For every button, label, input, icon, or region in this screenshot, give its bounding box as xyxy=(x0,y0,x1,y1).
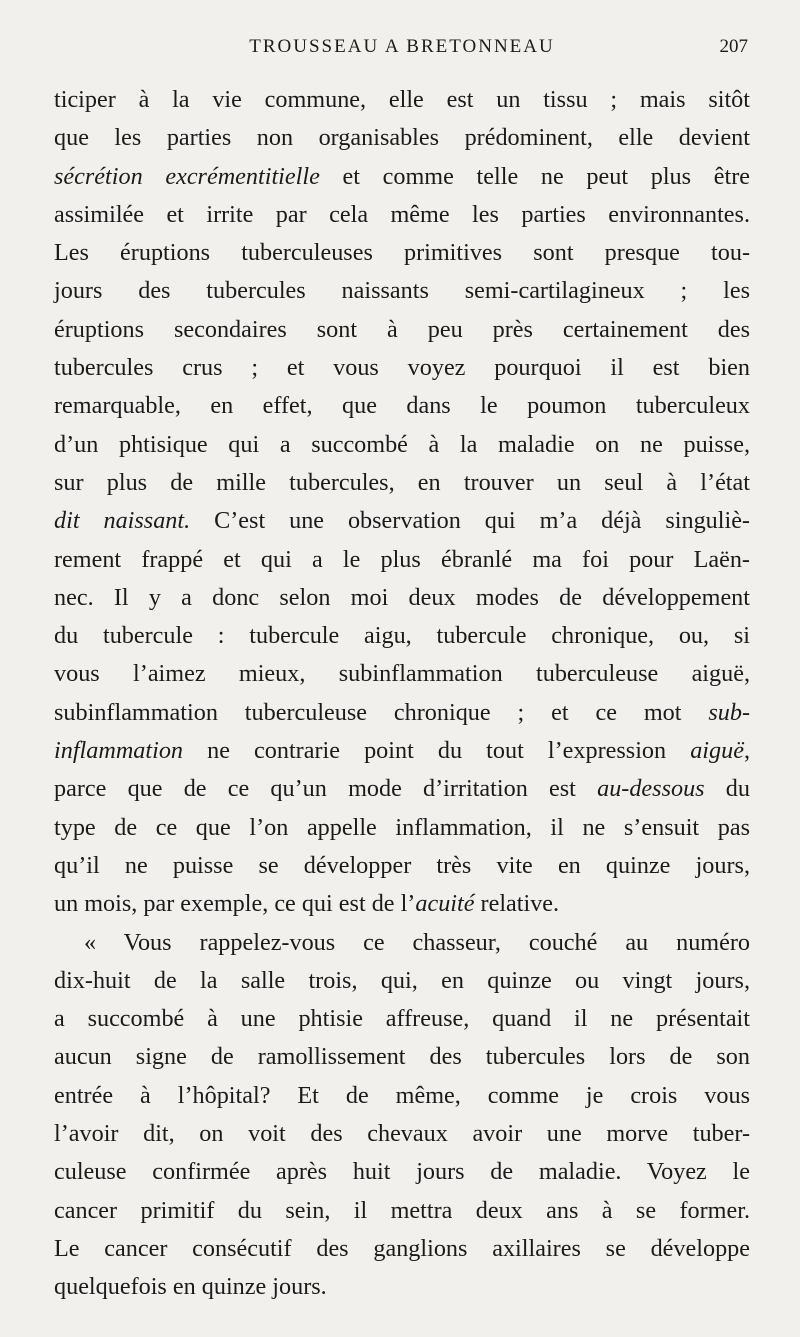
text-line xyxy=(54,1268,750,1306)
text-line xyxy=(54,541,750,579)
text-segment: qu’il ne puisse se développer très vite en quinze jours, xyxy=(54,851,750,879)
text-line xyxy=(54,311,750,349)
text-line xyxy=(54,924,750,962)
text-line xyxy=(54,770,750,808)
page-header xyxy=(54,33,750,63)
text-line xyxy=(54,885,750,923)
text-segment: rement frappé et qui a le plus ébranlé ma foi pour Laën- xyxy=(54,545,750,573)
text-segment: aucun signe de ramollissement des tubercules lors de son xyxy=(54,1043,750,1071)
text-line xyxy=(54,196,750,234)
text-line xyxy=(54,809,750,847)
text-line xyxy=(54,655,750,693)
text-segment: un mois, par exemple, ce qui est de l’ xyxy=(54,890,416,918)
text-segment: vous l’aimez mieux, subinflammation tuberculeuse aiguë, xyxy=(54,660,750,688)
text-segment: dix-huit de la salle trois, qui, en quinze ou vingt jours, xyxy=(54,966,750,994)
italic-text: aiguë xyxy=(690,737,744,765)
text-segment: , xyxy=(743,737,750,765)
text-segment: entrée à l’hôpital? Et de même, comme je crois vous xyxy=(54,1081,750,1109)
text-segment: que les parties non organisables prédominent, elle devient xyxy=(54,124,750,152)
text-line xyxy=(54,694,750,732)
text-segment: tubercules crus ; et vous voyez pourquoi il est bien xyxy=(54,354,750,382)
italic-text: acuité xyxy=(415,890,475,918)
text-line xyxy=(54,1153,750,1191)
text-line xyxy=(54,158,750,196)
text-line xyxy=(54,962,750,1000)
text-line xyxy=(54,732,750,770)
text-segment: éruptions secondaires sont à peu près certainement des xyxy=(54,315,750,343)
italic-text: au-dessous xyxy=(597,775,705,803)
text-segment: l’avoir dit, on voit des chevaux avoir une morve tuber- xyxy=(54,1120,750,1148)
text-segment: d’un phtisique qui a succombé à la maladie on ne puisse, xyxy=(54,430,750,458)
text-segment: ne contrarie point du tout l’expression xyxy=(183,737,691,765)
text-line xyxy=(54,1230,750,1268)
text-line xyxy=(54,426,750,464)
text-segment: du tubercule : tubercule aigu, tubercule chronique, ou, si xyxy=(54,622,750,650)
text-segment: assimilée et irrite par cela même les parties environnantes. xyxy=(54,200,750,228)
text-segment: culeuse confirmée après huit jours de maladie. Voyez le xyxy=(54,1158,750,1186)
text-segment: Les éruptions tuberculeuses primitives sont presque tou- xyxy=(54,239,750,267)
text-segment: remarquable, en effet, que dans le poumon tuberculeux xyxy=(54,392,750,420)
text-segment: relative. xyxy=(474,890,560,918)
italic-text: dit naissant. xyxy=(54,507,191,535)
text-segment: « Vous rappelez-vous ce chasseur, couché au numéro xyxy=(84,928,750,956)
italic-text: sécrétion excrémentitielle xyxy=(54,162,320,190)
running-title: TROUSSEAU A BRETONNEAU xyxy=(249,36,555,57)
text-segment: nec. Il y a donc selon moi deux modes de développement xyxy=(54,583,750,611)
text-segment: Le cancer consécutif des ganglions axillaires se développe xyxy=(54,1234,750,1262)
text-segment: parce que de ce qu’un mode d’irritation est xyxy=(54,775,598,803)
text-line xyxy=(54,349,750,387)
text-segment: quelquefois en quinze jours. xyxy=(54,1273,327,1301)
page-number: 207 xyxy=(719,36,748,57)
text-segment: ticiper à la vie commune, elle est un tissu ; mais sitôt xyxy=(54,86,750,113)
text-segment: jours des tubercules naissants semi-cartilagineux ; les xyxy=(54,277,750,305)
text-line xyxy=(54,1038,750,1076)
italic-text: inflammation xyxy=(54,737,184,765)
text-segment: subinflammation tuberculeuse chronique ; et ce mot xyxy=(54,698,709,726)
text-segment: C’est une observation qui m’a déjà singuliè- xyxy=(190,507,750,535)
text-line xyxy=(54,1192,750,1230)
text-segment: et comme telle ne peut plus être xyxy=(319,162,750,190)
text-line xyxy=(54,81,750,119)
text-segment: a succombé à une phtisie affreuse, quand il ne présentait xyxy=(54,1005,750,1033)
text-segment: cancer primitif du sein, il mettra deux ans à se former. xyxy=(54,1196,750,1224)
text-line xyxy=(54,464,750,502)
text-line xyxy=(54,387,750,425)
italic-text: sub- xyxy=(708,698,750,726)
body-text xyxy=(54,81,750,1307)
text-line xyxy=(54,617,750,655)
text-line xyxy=(54,234,750,272)
text-line xyxy=(54,579,750,617)
text-line xyxy=(54,119,750,157)
text-segment: type de ce que l’on appelle inflammation, il ne s’ensuit pas xyxy=(54,813,750,841)
text-line xyxy=(54,847,750,885)
text-line xyxy=(54,502,750,540)
text-line xyxy=(54,272,750,310)
text-line xyxy=(54,1115,750,1153)
text-line xyxy=(54,1077,750,1115)
text-segment: du xyxy=(704,775,750,803)
text-line xyxy=(54,1000,750,1038)
text-segment: sur plus de mille tubercules, en trouver un seul à l’état xyxy=(54,468,750,496)
